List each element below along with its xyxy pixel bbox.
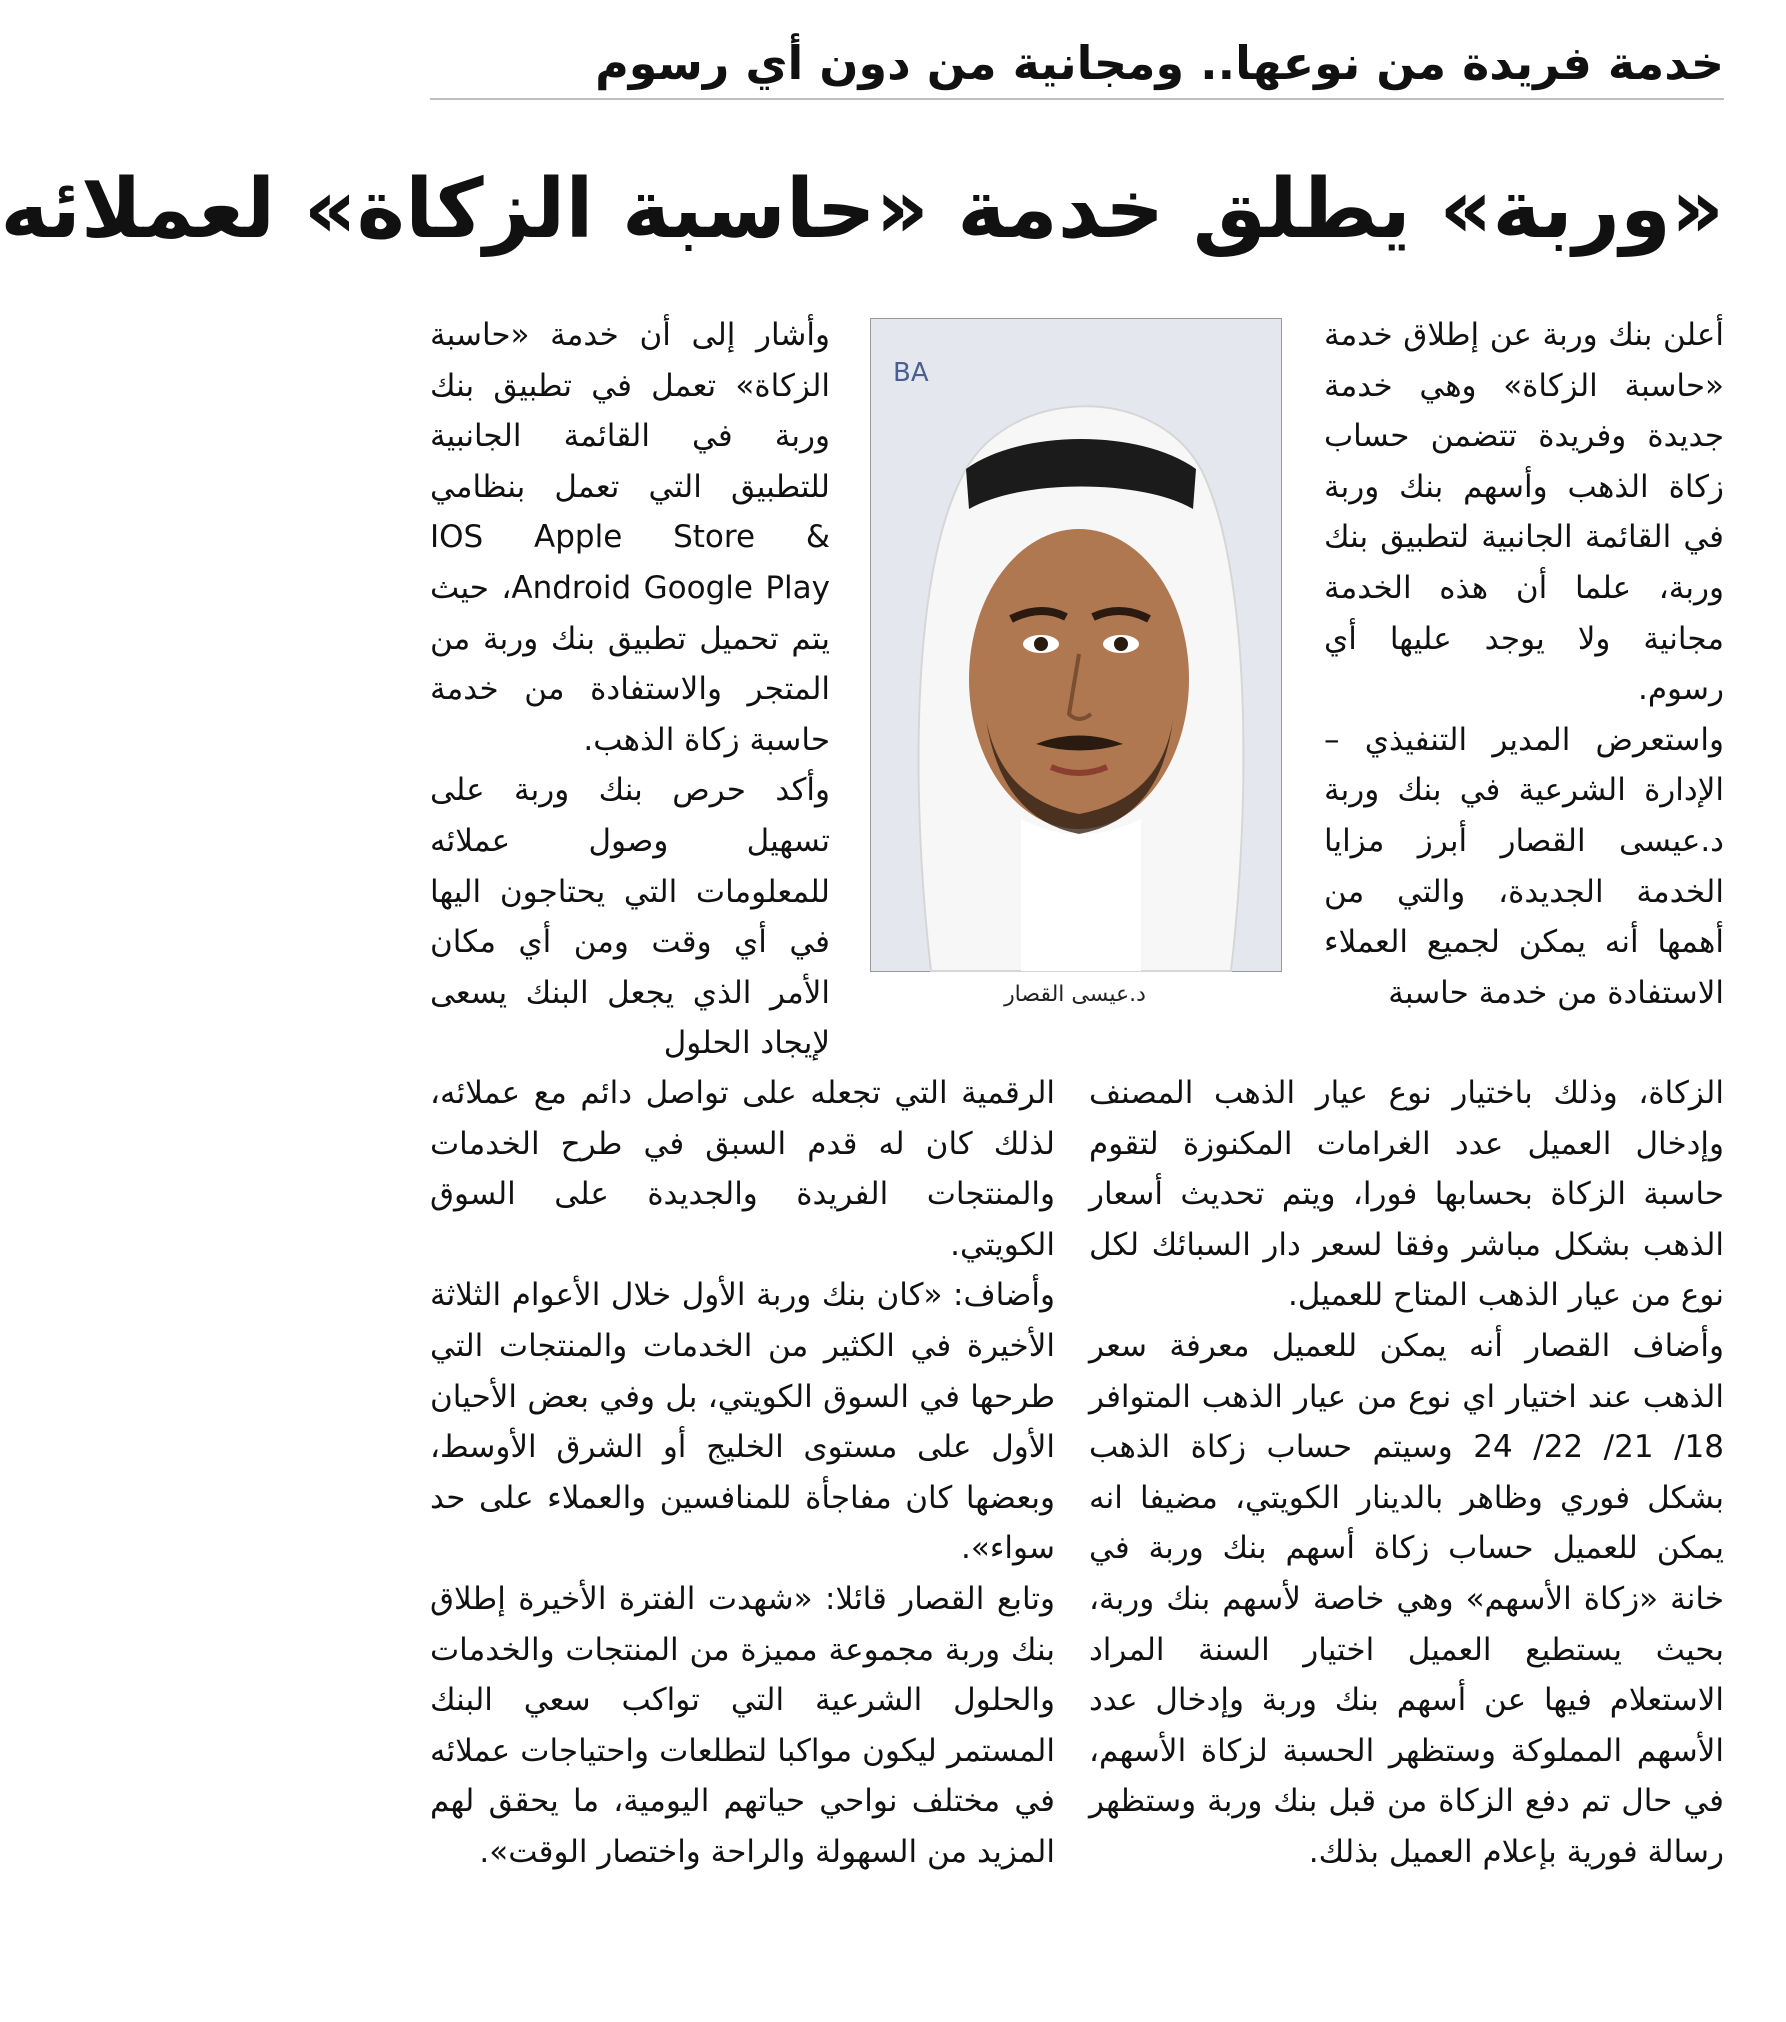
portrait-photo [870, 318, 1282, 972]
column-left-bottom [430, 1068, 1055, 1978]
paragraph: وتابع القصار قائلا: «شهدت الفترة الأخيرة إطلاق بنك وربة مجموعة مميزة من المنتجات والخدمات والحلول الشرعية التي تواكب سعي البنك المستمر ليكون مواكبا لتطلعات واحتياجات عملائه في مختلف نواحي حياتهم اليومية، ما يحقق لهم المزيد من السهولة والراحة واختصار الوقت». [430, 1580, 1055, 1870]
paragraph: وأشار إلى أن خدمة «حاسبة الزكاة» تعمل في تطبيق بنك وربة في القائمة الجانبية للتطبيق التي تعمل بنظامي IOS Apple Store & Android Google Play، حيث يتم تحميل تطبيق بنك وربة من المتجر والاستفادة من خدمة حاسبة زكاة الذهب. [430, 317, 830, 758]
paragraph: أعلن بنك وربة عن إطلاق خدمة «حاسبة الزكاة» وهي خدمة جديدة وفريدة تتضمن حساب زكاة الذهب وأسهم بنك وربة في القائمة الجانبية لتطبيق بنك وربة، علما أن هذه الخدمة مجانية ولا يوجد عليها أي رسوم. [1324, 317, 1724, 708]
paragraph: وأضاف: «كان بنك وربة الأول خلال الأعوام الثلاثة الأخيرة في الكثير من الخدمات والمنتجات التي طرحها في السوق الكويتي، بل وفي بعض الأحيان الأول على مستوى الخليج أو الشرق الأوسط، وبعضها كان مفاجأة للمنافسين والعملاء على حد سواء». [430, 1277, 1055, 1567]
portrait-illustration [871, 319, 1281, 971]
paragraph: وأضاف القصار أنه يمكن للعميل معرفة سعر الذهب عند اختيار اي نوع من عيار الذهب المتوافر 18/ 21/ 22/ 24 وسيتم حساب زكاة الذهب بشكل فوري وظاهر بالدينار الكويتي، مضيفا انه يمكن للعميل حساب زكاة أسهم بنك وربة في خانة «زكاة الأسهم» وهي خاصة لأسهم بنك وربة، بحيث يستطيع العميل اختيار السنة المراد الاستعلام فيها عن أسهم بنك وربة وإدخال عدد الأسهم المملوكة وستظهر الحسبة لزكاة الأسهم، في حال تم دفع الزكاة من قبل بنك وربة وستظهر رسالة فورية بإعلام العميل بذلك. [1089, 1327, 1724, 1870]
paragraph: الرقمية التي تجعله على تواصل دائم مع عملائه، لذلك كان له قدم السبق في طرح الخدمات والمنتجات الفريدة والجديدة على السوق الكويتي. [430, 1075, 1055, 1263]
article-headline: «وربة» يطلق خدمة «حاسبة الزكاة» لعملائه [0, 162, 1724, 257]
paragraph: واستعرض المدير التنفيذي – الإدارة الشرعية في بنك وربة د.عيسى القصار أبرز مزايا الخدمة الجديدة، والتي من أهمها أنه يمكن لجميع العملاء الاستفادة من خدمة حاسبة [1324, 721, 1724, 1011]
paragraph: الزكاة، وذلك باختيار نوع عيار الذهب المصنف وإدخال العميل عدد الغرامات المكنوزة لتقوم حاسبة الزكاة بحسابها فورا، ويتم تحديث أسعار الذهب بشكل مباشر وفقا لسعر دار السبائك لكل نوع من عيار الذهب المتاح للعميل. [1089, 1075, 1724, 1314]
paragraph: وأكد حرص بنك وربة على تسهيل وصول عملائه للمعلومات التي يحتاجون اليها في أي وقت ومن أي مكان الأمر الذي يجعل البنك يسعى لإيجاد الحلول [430, 772, 830, 1062]
column-left-top [430, 310, 830, 1070]
photo-caption: د.عيسى القصار [1004, 982, 1146, 1007]
backdrop-logo-text: BA [893, 358, 929, 388]
column-right-top [1324, 310, 1724, 1070]
article-kicker: خدمة فريدة من نوعها.. ومجانية من دون أي رسوم [430, 28, 1724, 100]
column-right-bottom [1089, 1068, 1724, 1978]
